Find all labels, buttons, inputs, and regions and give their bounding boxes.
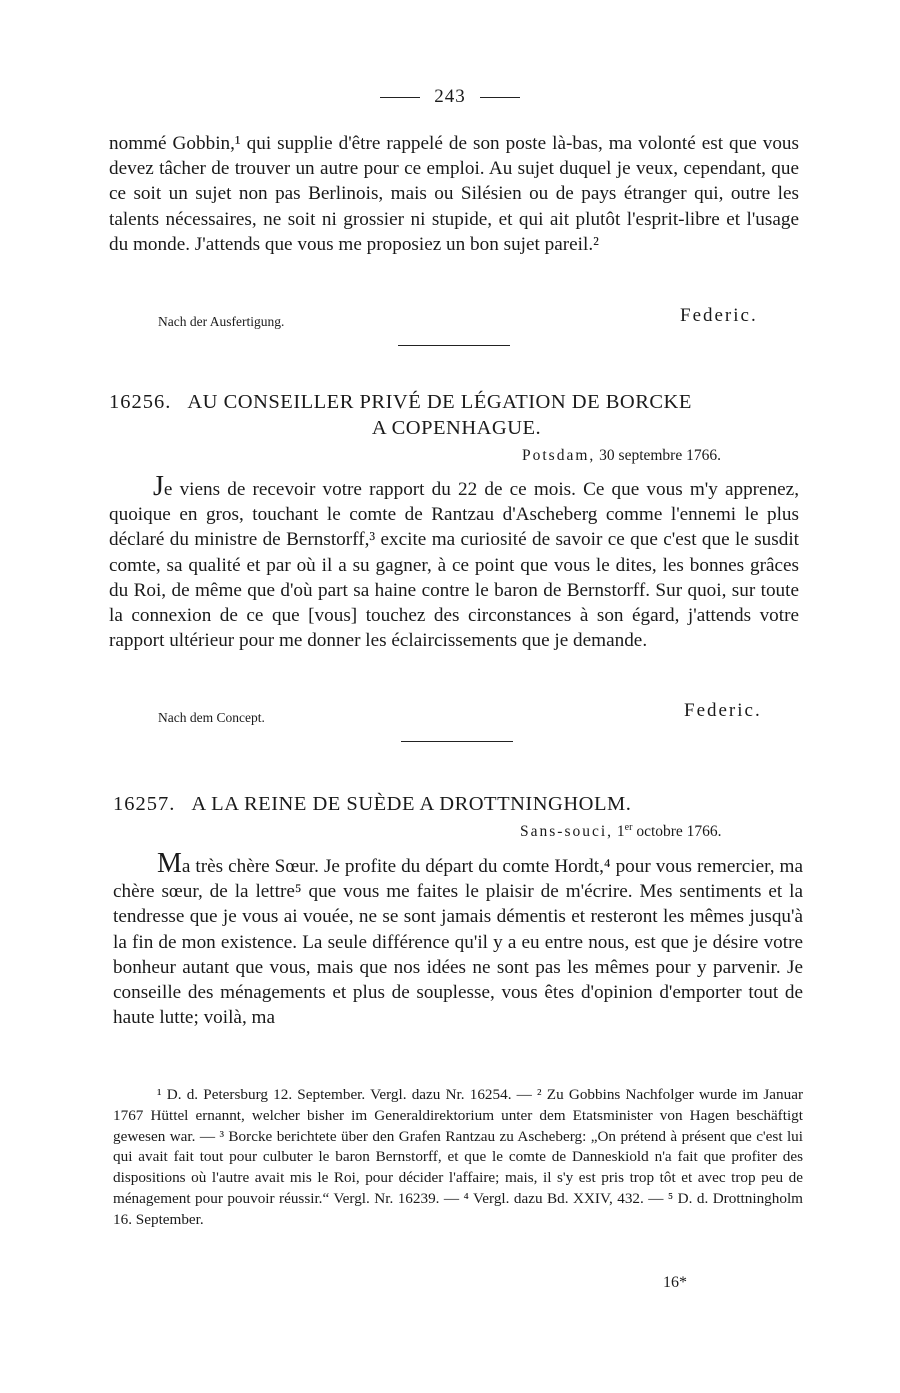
page-number: 243 [434,86,466,107]
letter-title: A LA REINE DE SUÈDE A DROTTNINGHOLM. [191,793,632,815]
section-rule [401,741,513,742]
continuation-paragraph [109,131,799,257]
signature: Federic. [684,700,762,721]
head-dash-left [380,97,420,98]
initial-letter: J [153,471,164,502]
running-head [0,86,900,108]
letter-body [113,848,803,1030]
letter-body-text: e viens de recevoir votre rapport du 22 de ce mois. Ce que vous m'y apprenez, quoique en gros, touchant le comte de Rantzau d'Ascheberg comme l'ennemi le plus déclaré du ministre de Bernstorff,³ excite ma curiosité de savoir ce que c'est que le susdit comte, sa qualité et par où il a su gagner, à ce point que vous le dites, les bonnes grâces du Roi, de même que d'où part sa haine contre le baron de Bernstorff. Sur quoi, sur toute la connexion de ce que [vous] touchez des circonstances à son égard, j'attends votre rapport ultérieur pour me donner les éclaircissements que je demande. [109,479,799,652]
letter-heading [113,791,808,817]
letter-body-text: a très chère Sœur. Je profite du départ du comte Hordt,⁴ pour vous remercier, ma chère sœur, de la lettre⁵ que vous me faites le plaisir de m'écrire. Mes sentiments et la tendresse que je vous ai vouée, ne se sont jamais démentis et resteront les mêmes jusqu'à la fin de mon existence. La seule différence qu'il y a eu entre nous, est que je désire votre bonheur autant que vous, mais que nos idées ne sont pas les mêmes pour y parvenir. Je conseille des ménagements et plus de souplesse, vous êtes d'opinion d'emporter tout de haute lutte; voilà, ma [113,856,803,1029]
footnotes [113,1085,803,1231]
letter-number: 16257. [113,793,176,815]
continuation-text: nommé Gobbin,¹ qui supplie d'être rappelé de son poste là-bas, ma volonté est que vous devez tâcher de trouver un autre pour ce emploi. Au sujet duquel je veux, cependant, que ce soit un sujet non pas Berlinois, mais ou Silésien ou de pays étranger qui, outre les talents nécessaires, ne soit ni grossier ni stupide, et qui ait plutôt l'esprit-libre et l'usage du monde. J'attends que vous me proposiez un bon sujet pareil.² [109,133,799,255]
source-note: Nach der Ausfertigung. [158,314,285,329]
letter-title-line2: A COPENHAGUE. [371,417,542,439]
initial-letter: M [157,848,182,879]
dateline-place: Sans-souci, [520,823,614,840]
letter-number: 16256. [109,391,172,413]
dateline-day: 1 [616,823,625,840]
source-note: Nach dem Concept. [158,710,265,725]
letter-heading [109,389,804,441]
letter-body [109,471,799,653]
dateline [520,822,722,841]
dateline-place: Potsdam, [522,447,596,464]
dateline-date: 30 septembre 1766. [599,447,721,464]
dateline-day-sup: er [624,822,633,833]
dateline-date: octobre 1766. [636,823,722,840]
dateline [522,447,721,465]
signature-mark: 16* [663,1274,687,1291]
letter-title: AU CONSEILLER PRIVÉ DE LÉGATION DE BORCKE [187,391,692,413]
head-dash-right [480,97,520,98]
footnotes-text: ¹ D. d. Petersburg 12. September. Vergl. dazu Nr. 16254. — ² Zu Gobbins Nachfolger wurde im Januar 1767 Hüttel ernannt, welcher bisher im Generaldirektorium unter dem Etatsminister von Hagen beschäftigt gewesen war. — ³ Borcke berichtete über den Grafen Rantzau zu Ascheberg: „On prétend à présent que c'est lui qui avait fait tout pour culbuter le baron Bernstorff, et que le comte de Danneskiold n'a fait que profiter des dispositions où l'autre avait mis le Roi, pour décider l'affaire; mais, il s'y est pris trop tôt et avec trop peu de ménagement pour pouvoir réussir.“ Vergl. Nr. 16239. — ⁴ Vergl. dazu Bd. XXIV, 432. — ⁵ D. d. Drottningholm 16. September. [113,1086,803,1228]
section-rule [398,345,510,346]
signature: Federic. [680,305,758,326]
